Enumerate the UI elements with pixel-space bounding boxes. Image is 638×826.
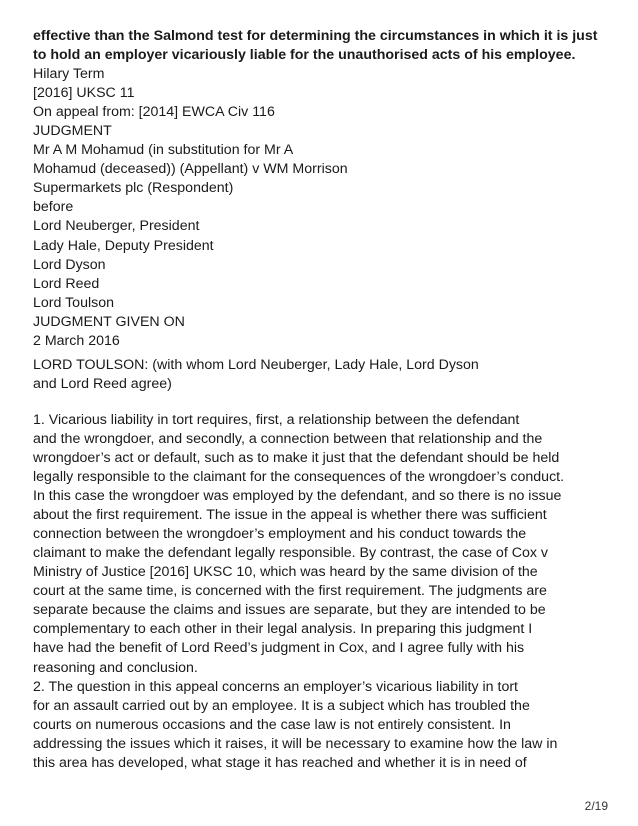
text-line: this area has developed, what stage it has reached and whether it is in need of [33,754,527,771]
parties-line: Mohamud (deceased)) (Appellant) v WM Morrison [33,161,348,178]
text-line: and Lord Reed agree) [33,375,172,392]
text-line: have had the benefit of Lord Reed’s judgment in Cox, and I agree fully with his [33,640,525,657]
text-line: for an assault carried out by an employee. It is a subject which has troubled the [33,697,530,714]
judge-line: Lord Toulson [33,294,114,311]
text-line: In this case the wrongdoer was employed by the defendant, and so there is no issue [33,488,562,505]
text-line: addressing the issues which it raises, it will be necessary to examine how the law in [33,735,558,752]
text-line: and the wrongdoer, and secondly, a connection between that relationship and the [33,430,543,447]
term-line: Hilary Term [33,66,105,83]
text-line: effective than the Salmond test for determining the circumstances in which it is just [33,28,598,44]
text-line: 2. The question in this appeal concerns an employer’s vicarious liability in tort [33,678,519,695]
text-line: courts on numerous occasions and the case law is not entirely consistent. In [33,716,511,733]
text-line: about the first requirement. The issue in the appeal is whether there was sufficient [33,507,547,524]
judge-line: Lord Neuberger, President [33,218,200,235]
text-line: claimant to make the defendant legally responsible. By contrast, the case of Cox v [33,545,548,562]
spacer [33,394,618,411]
judge-line: Lord Reed [33,275,100,292]
text-line: connection between the wrongdoer’s employment and his conduct towards the [33,526,527,543]
text-line: reasoning and conclusion. [33,659,198,676]
text-line: complementary to each other in their legal analysis. In preparing this judgment I [33,621,533,638]
text-line: LORD TOULSON: (with whom Lord Neuberger, Lady Hale, Lord Dyson [33,356,479,373]
judgment-body [33,411,618,773]
parties-line: Supermarkets plc (Respondent) [33,180,234,197]
citation-line: [2016] UKSC 11 [33,85,135,102]
judgment-given-heading: JUDGMENT GIVEN ON [33,313,185,330]
intro-paragraph [33,27,618,65]
opening-paragraph [33,356,618,394]
text-line: court at the same time, is concerned with the first requirement. The judgments are [33,583,547,600]
text-line: to hold an employer vicariously liable for the unauthorised acts of his employee. [33,47,576,64]
judgment-header [33,65,618,351]
page-number: 2/19 [584,799,608,813]
text-line: 1. Vicarious liability in tort requires, first, a relationship between the defendant [33,411,520,428]
judgment-date: 2 March 2016 [33,332,120,349]
text-line: Ministry of Justice [2016] UKSC 10, which was heard by the same division of the [33,564,538,581]
parties-line: Mr A M Mohamud (in substitution for Mr A [33,142,294,159]
before-line: before [33,199,74,216]
judgment-heading: JUDGMENT [33,123,112,140]
text-line: separate because the claims and issues are separate, but they are intended to be [33,602,546,619]
document-page [33,27,618,773]
judge-line: Lord Dyson [33,256,106,273]
text-line: wrongdoer’s act or default, such as to make it just that the defendant should be held [33,449,560,466]
appeal-line: On appeal from: [2014] EWCA Civ 116 [33,104,275,121]
judge-line: Lady Hale, Deputy President [33,237,214,254]
text-line: legally responsible to the claimant for the consequences of the wrongdoer’s conduct. [33,469,565,486]
